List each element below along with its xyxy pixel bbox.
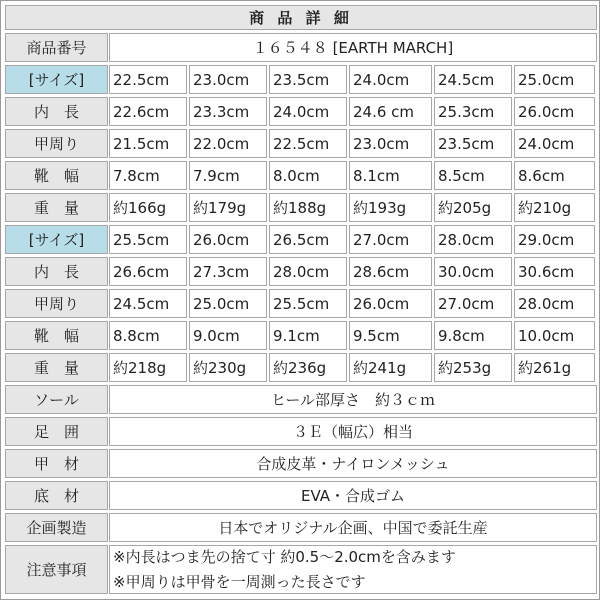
measure-value: 27.3cm — [189, 257, 267, 286]
measure-value: 8.5cm — [434, 161, 512, 190]
measure-value: 約205g — [434, 193, 512, 222]
spec-value: EVA・合成ゴム — [109, 481, 597, 510]
measure-label: 内 長 — [5, 257, 108, 286]
spec-value: 合成皮革・ナイロンメッシュ — [109, 449, 597, 478]
size-header-cell: 25.0cm — [514, 65, 595, 94]
spec-label: 企画製造 — [5, 513, 108, 542]
size-header-cell: 28.0cm — [434, 225, 512, 254]
product-number-value: １６５４８ [EARTH MARCH] — [109, 33, 597, 62]
size-header-cell: 29.0cm — [514, 225, 595, 254]
measure-value: 約166g — [109, 193, 187, 222]
measure-value: 24.0cm — [514, 129, 595, 158]
spec-value: 日本でオリジナル企画、中国で委託生産 — [109, 513, 597, 542]
measure-value: 21.5cm — [109, 129, 187, 158]
measure-value: 9.5cm — [349, 321, 432, 350]
spec-value: ヒール部厚さ 約３ｃｍ — [109, 385, 597, 414]
measure-label: 靴 幅 — [5, 321, 108, 350]
spec-label: 甲 材 — [5, 449, 108, 478]
measure-value: 8.1cm — [349, 161, 432, 190]
measure-value: 約230g — [189, 353, 267, 382]
measure-value: 22.6cm — [109, 97, 187, 126]
spec-value: ３Ｅ（幅広）相当 — [109, 417, 597, 446]
measure-value: 約261g — [514, 353, 595, 382]
measure-value: 24.6 cm — [349, 97, 432, 126]
measure-value: 26.6cm — [109, 257, 187, 286]
measure-value: 8.0cm — [269, 161, 347, 190]
measure-value: 26.0cm — [514, 97, 595, 126]
measure-value: 約241g — [349, 353, 432, 382]
measure-label: 甲周り — [5, 129, 108, 158]
size-header-cell: 23.5cm — [269, 65, 347, 94]
measure-value: 約236g — [269, 353, 347, 382]
note-line: ※甲周りは甲骨を一周測った長さです — [113, 572, 366, 591]
measure-value: 10.0cm — [514, 321, 595, 350]
size-header-label: [サイズ] — [5, 65, 108, 94]
measure-value: 28.6cm — [349, 257, 432, 286]
measure-value: 24.5cm — [109, 289, 187, 318]
measure-label: 重 量 — [5, 193, 108, 222]
measure-value: 25.0cm — [189, 289, 267, 318]
size-header-cell: 25.5cm — [109, 225, 187, 254]
measure-value: 約188g — [269, 193, 347, 222]
measure-label: 重 量 — [5, 353, 108, 382]
measure-value: 24.0cm — [269, 97, 347, 126]
measure-value: 25.3cm — [434, 97, 512, 126]
measure-value: 約218g — [109, 353, 187, 382]
measure-value: 23.5cm — [434, 129, 512, 158]
measure-value: 8.6cm — [514, 161, 595, 190]
measure-label: 甲周り — [5, 289, 108, 318]
measure-label: 内 長 — [5, 97, 108, 126]
size-header-cell: 27.0cm — [349, 225, 432, 254]
measure-value: 7.8cm — [109, 161, 187, 190]
measure-value: 8.8cm — [109, 321, 187, 350]
measure-value: 30.6cm — [514, 257, 595, 286]
measure-value: 9.0cm — [189, 321, 267, 350]
measure-value: 23.0cm — [349, 129, 432, 158]
note-line: ※内長はつま先の捨て寸 約0.5～2.0cmを含みます — [113, 547, 456, 566]
spec-label: ソール — [5, 385, 108, 414]
measure-value: 9.1cm — [269, 321, 347, 350]
measure-value: 22.0cm — [189, 129, 267, 158]
size-header-cell: 22.5cm — [109, 65, 187, 94]
size-header-cell: 26.0cm — [189, 225, 267, 254]
measure-value: 7.9cm — [189, 161, 267, 190]
measure-value: 26.0cm — [349, 289, 432, 318]
measure-label: 靴 幅 — [5, 161, 108, 190]
measure-value: 30.0cm — [434, 257, 512, 286]
measure-value: 23.3cm — [189, 97, 267, 126]
measure-value: 9.8cm — [434, 321, 512, 350]
measure-value: 28.0cm — [269, 257, 347, 286]
notes-label: 注意事項 — [5, 545, 108, 594]
size-header-label: [サイズ] — [5, 225, 108, 254]
notes-value — [109, 545, 597, 594]
size-header-cell: 23.0cm — [189, 65, 267, 94]
measure-value: 約179g — [189, 193, 267, 222]
measure-value: 約253g — [434, 353, 512, 382]
measure-value: 27.0cm — [434, 289, 512, 318]
size-header-cell: 24.5cm — [434, 65, 512, 94]
measure-value: 25.5cm — [269, 289, 347, 318]
size-header-cell: 24.0cm — [349, 65, 432, 94]
spec-label: 底 材 — [5, 481, 108, 510]
product-number-label: 商品番号 — [5, 33, 108, 62]
spec-label: 足 囲 — [5, 417, 108, 446]
measure-value: 22.5cm — [269, 129, 347, 158]
table-title: 商 品 詳 細 — [5, 5, 597, 30]
size-header-cell: 26.5cm — [269, 225, 347, 254]
measure-value: 約210g — [514, 193, 595, 222]
measure-value: 約193g — [349, 193, 432, 222]
measure-value: 28.0cm — [514, 289, 595, 318]
